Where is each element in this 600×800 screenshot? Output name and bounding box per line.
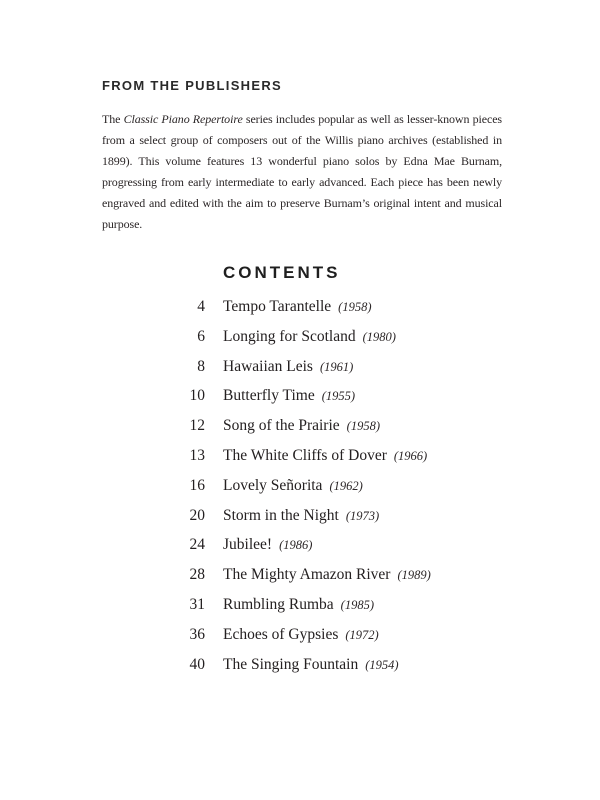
publishers-heading: FROM THE PUBLISHERS xyxy=(102,78,282,93)
entry-year: (1958) xyxy=(338,300,372,314)
paragraph-body: series includes popular as well as lesser-known pieces from a select group of composers out of the Willis piano archives (established in 1899). This volume features 13 wonderful piano solos by Edna Mae Burnam, progressing from early intermediate to early advanced. Each piece has been newly engraved and edited with the aim to preserve Burnam’s original intent and musical purpose. xyxy=(102,112,502,231)
entry-year: (1955) xyxy=(321,389,356,404)
entry-title: The Singing Fountain xyxy=(223,655,359,673)
contents-entry xyxy=(0,471,600,501)
contents-entry xyxy=(0,352,600,382)
entry-page-number: 4 xyxy=(197,298,205,315)
entry-page-number: 31 xyxy=(189,595,205,613)
entry-title: The Mighty Amazon River xyxy=(223,566,391,584)
entry-page-number: 16 xyxy=(189,476,205,494)
entry-title: Lovely Señorita xyxy=(223,476,323,494)
entry-year: (1954) xyxy=(365,657,399,672)
entry-year: (1985) xyxy=(340,597,374,612)
entry-page-number: 6 xyxy=(197,327,205,345)
entry-page-number: 8 xyxy=(197,357,205,375)
entry-year: (1966) xyxy=(393,448,428,463)
contents-entry xyxy=(0,381,600,411)
entry-year: (1961) xyxy=(319,359,354,374)
entry-page-number: 13 xyxy=(189,446,205,464)
entry-page-number: 28 xyxy=(189,566,205,584)
contents-entry xyxy=(0,560,600,590)
entry-title: Song of the Prairie xyxy=(223,417,340,435)
series-title: Classic Piano Repertoire xyxy=(123,112,243,126)
entry-year: (1989) xyxy=(397,568,431,583)
entry-page-number: 24 xyxy=(189,536,205,554)
entry-page-number: 40 xyxy=(189,655,205,673)
entry-title: Echoes of Gypsies xyxy=(223,625,339,643)
entry-title: Storm in the Night xyxy=(223,506,339,524)
contents-entry xyxy=(0,292,600,322)
paragraph-prefix: The xyxy=(102,112,124,126)
contents-entry xyxy=(0,501,600,531)
contents-entry xyxy=(0,650,600,680)
contents-entry xyxy=(0,530,600,560)
entry-title: Hawaiian Leis xyxy=(223,357,313,375)
contents-entry xyxy=(0,590,600,620)
entry-year: (1980) xyxy=(362,329,396,344)
contents-entry xyxy=(0,620,600,650)
entry-year: (1958) xyxy=(346,419,380,434)
entry-title: The White Cliffs of Dover xyxy=(223,446,387,464)
entry-year: (1986) xyxy=(279,538,313,553)
entry-year: (1962) xyxy=(329,478,363,493)
entry-title: Butterfly Time xyxy=(223,387,315,405)
publishers-section xyxy=(102,78,502,247)
entry-page-number: 36 xyxy=(189,625,205,643)
entry-title: Longing for Scotland xyxy=(223,327,356,345)
contents-heading: CONTENTS xyxy=(223,263,341,282)
contents-entry xyxy=(0,322,600,352)
publishers-paragraph xyxy=(102,109,502,235)
entry-year: (1973) xyxy=(345,508,380,523)
entry-year: (1972) xyxy=(345,627,379,642)
entry-title: Rumbling Rumba xyxy=(223,595,334,613)
contents-entry xyxy=(0,441,600,471)
entry-page-number: 12 xyxy=(189,417,205,435)
contents-list xyxy=(0,292,600,679)
entry-page-number: 10 xyxy=(189,387,205,405)
entry-title: Tempo Tarantelle xyxy=(223,298,332,315)
entry-title: Jubilee! xyxy=(223,536,273,554)
contents-entry xyxy=(0,411,600,441)
entry-page-number: 20 xyxy=(189,506,205,524)
